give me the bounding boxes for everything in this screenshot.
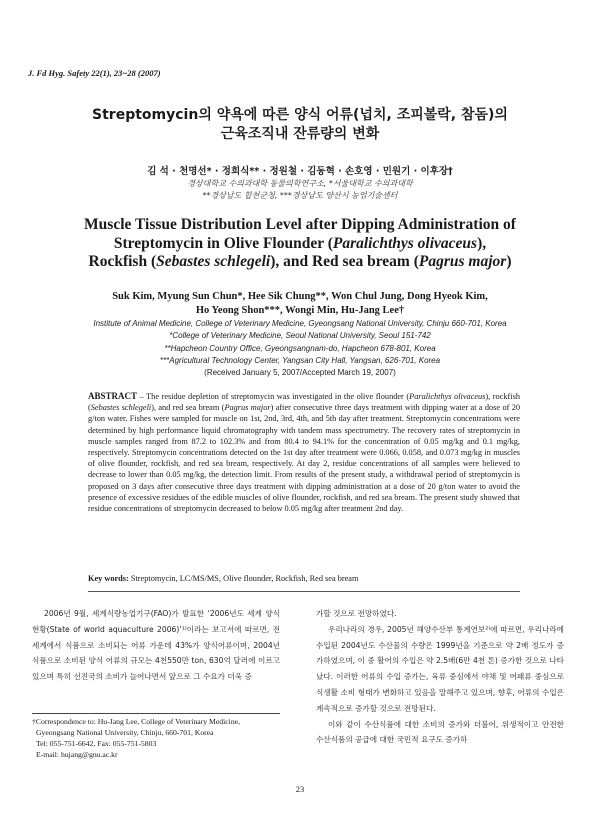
species-name: Paralichthys olivaceus	[409, 392, 486, 401]
korean-title-line: Streptomycin의 약욕에 따른 양식 어류(넙치, 조피볼락, 참돔)의	[92, 107, 508, 123]
korean-affiliation-line: 경상대학교 수의과대학 동물의학연구소, *서울대학교 수의과대학	[187, 179, 413, 188]
english-title-line: Muscle Tissue Distribution Level after Dipping Administration of	[84, 216, 516, 233]
abstract-label: ABSTRACT	[88, 391, 138, 401]
keywords-label: Key words:	[88, 574, 129, 583]
body-paragraph: 2006년 9월, 세계식량농업기구(FAO)가 발표한 ‘2006년도 세계 양식 현황(State of world aquaculture 2006)’¹⁾이라는 보고서에 따르면, 전 세계에서 식품으로 소비되는 어류 가운데 43%가 양식어류이며, 2004년 식품으로 소비된 양식 어류의 규모는 4천550만 ton, 630억 달러에 이르고 있으며 특히 선진국의 소비가 늘어나면서 앞으로 그 수요가 더욱 증	[32, 609, 280, 682]
title-text: )	[506, 253, 512, 270]
korean-title-line: 근육조직내 잔류량의 변화	[220, 126, 380, 142]
abstract-text: ), and red sea bream (	[151, 403, 225, 413]
korean-affiliation-line: **경상남도 합천군청, ***경상남도 양산시 농업기술센터	[202, 191, 398, 200]
footnote-line: †Correspondence to: Hu-Jang Lee, College of Veterinary Medicine,	[32, 717, 240, 726]
body-paragraph: 우리나라의 경우, 2005년 해양수산부 통계연보²⁾에 따르면, 우리나라에 수입된 2004년도 수산물의 수량은 1999년을 기준으로 약 2배 정도가 증가하였으며, 이 중 활어의 수입은 약 2.5배(6만 4천 톤) 증가한 것으로 나타났다. 이러한 어류의 수입 증가는, 육류 중심에서 야채 및 어패류 중심으로 식생활 소비 형태가 변화하고 있음을 말해주고 있으며, 향후, 어류의 수입은 계속적으로 증가할 것으로 전망된다.	[316, 624, 564, 713]
abstract-text: ) after consecutive three days treatment with dipping water at a dose of 20 g/ton water. Fishes were sampled for muscle on 1st, 2nd, 3rd, 4th, and 5th day after treatment. Streptomycin concentrations were determined by high performance liquid chromatography with tandem mass spectrometry. The recovery rates of streptomycin in muscle samples ranged from 87.2 to 102.3% and from 80.4 to 94.1% for the concentration of 0.05 mg/kg and 0.1 mg/kg, respectively. Streptomycin concentrations detected on the 1st day after treatment were 0.066, 0.058, and 0.073 mg/kg in muscles of olive flounder, rockfish, and red sea bream, respectively. At day 2, residue concentrations of all samples were believed to decrease to lower than 0.05 mg/kg, the detection limit. From results of the present study, a withdrawal period of streptomycin is proposed on 3 days after consecutive three days treatment with dipping administration at a dose of 20 g/ton water to avoid the presence of excessive residues of the edible muscles of olive flounder, rockfish, and red sea bream. The present study showed that residue concentrations of streptomycin decreased to below 0.05 mg/kg after treatment 2nd day.	[88, 403, 520, 514]
english-title-line	[0, 235, 600, 254]
title-text: Streptomycin in Olive Flounder (	[113, 234, 333, 252]
journal-citation: J. Fd Hyg. Safety 22(1), 23~28 (2007)	[28, 68, 161, 78]
species-name: Paralichthys olivaceus	[332, 234, 478, 252]
keywords	[88, 574, 520, 583]
korean-title	[0, 106, 600, 144]
body-column-left	[32, 606, 280, 685]
english-affiliation-line: Institute of Animal Medicine, College of Veterinary Medicine, Gyeongsang National University, Chinju 660-701, Korea	[93, 319, 507, 328]
abstract-text: – The residue depletion of streptomycin was investigated in the olive flounder (	[137, 392, 410, 401]
body-column-right	[316, 606, 564, 748]
correspondence-footnote	[32, 716, 282, 760]
keywords-divider	[88, 591, 520, 592]
korean-authors: 김 석 · 천명선* · 정희식** · 정원철 · 김동혁 · 손호영 · 민원기 · 이후장†	[147, 166, 453, 177]
footnote-line: E-mail: hujang@gnu.ac.kr	[36, 750, 118, 759]
footnote-divider	[32, 713, 280, 714]
english-affiliation-line: *College of Veterinary Medicine, Seoul National University, Seoul 151-742	[169, 331, 431, 341]
species-name: Pagrus major	[224, 403, 271, 413]
english-author-line: Ho Yeong Shon***, Wongi Min, Hu-Jang Lee†	[195, 304, 405, 316]
title-text: ),	[477, 234, 487, 252]
species-name: Sebastes schlegeli	[156, 253, 271, 270]
english-affiliations	[0, 318, 600, 379]
abstract	[88, 391, 520, 514]
korean-affiliations	[0, 178, 600, 202]
english-title-line	[0, 253, 600, 272]
footnote-line: Tel: 055-751-6642, Fax: 055-751-5803	[36, 739, 157, 748]
english-affiliation-line: **Hapcheon Country Office, Gyeongsangnam-do, Hapcheon 678-801, Korea	[164, 343, 436, 353]
english-authors	[0, 290, 600, 317]
english-author-line: Suk Kim, Myung Sun Chun*, Hee Sik Chung**, Won Chul Jung, Dong Hyeok Kim,	[112, 291, 488, 302]
species-name: Pagrus major	[418, 253, 507, 270]
page-number: 23	[295, 784, 305, 794]
title-text: Rockfish (	[88, 253, 157, 270]
body-paragraph: 가할 것으로 전망하였다.	[316, 609, 397, 618]
footnote-line: Gyeongsang National University, Chinju, 660-701, Korea	[36, 728, 214, 737]
abstract-text: ), rockfish (	[88, 392, 520, 413]
body-paragraph: 이와 같이 수산식품에 대한 소비의 증가와 더불어, 위생적이고 안전한 수산식품의 공급에 대한 국민적 요구도 증가하	[316, 719, 564, 745]
title-text: ), and Red sea bream (	[270, 253, 419, 270]
keywords-text: Streptomycin, LC/MS/MS, Olive flounder, Rockfish, Red sea bream	[130, 574, 359, 583]
received-dates: (Received January 5, 2007/Accepted March 19, 2007)	[204, 368, 396, 378]
english-affiliation-line: ***Agricultural Technology Center, Yangsan City Hall, Yangsan, 626-701, Korea	[159, 355, 441, 365]
species-name: Sebastes schlegeli	[90, 403, 152, 413]
english-title	[0, 216, 600, 272]
